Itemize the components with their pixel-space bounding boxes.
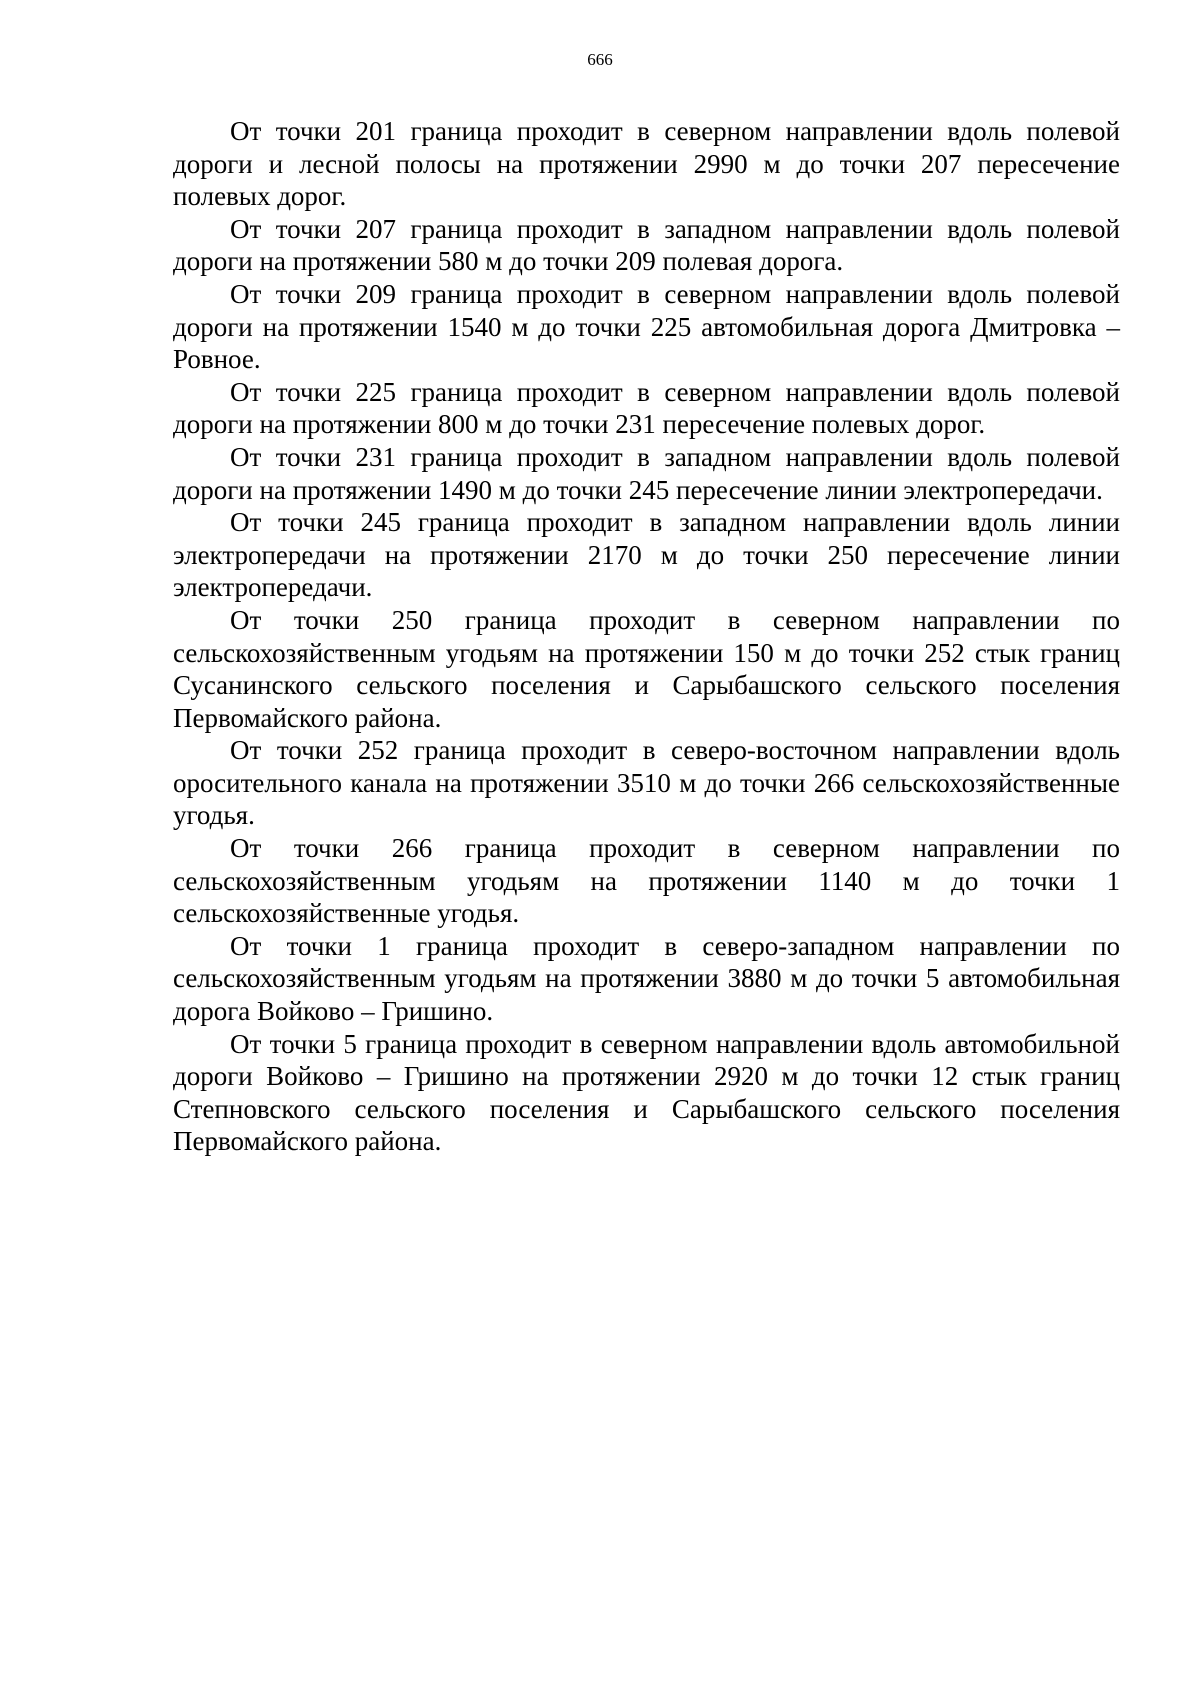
- paragraph-point-207: От точки 207 граница проходит в западном направлении вдоль полевой дороги на протяжении 580 м до точки 209 полевая дорога.: [173, 213, 1120, 277]
- paragraph-point-209: От точки 209 граница проходит в северном направлении вдоль полевой дороги на протяжении 1540 м до точки 225 автомобильная дорога Дмитровка – Ровное.: [173, 278, 1120, 375]
- page-number: 666: [587, 50, 613, 69]
- paragraph-point-231: От точки 231 граница проходит в западном направлении вдоль полевой дороги на протяжении 1490 м до точки 245 пересечение линии электропередачи.: [173, 441, 1120, 505]
- paragraph-point-252: От точки 252 граница проходит в северо-восточном направлении вдоль оросительного канала на протяжении 3510 м до точки 266 сельскохозяйственные угодья.: [173, 735, 1120, 831]
- paragraph-point-1: От точки 1 граница проходит в северо-западном направлении по сельскохозяйственным угодьям на протяжении 3880 м до точки 5 автомобильная дорога Войково – Гришино.: [173, 930, 1120, 1027]
- paragraph-point-225: От точки 225 граница проходит в северном направлении вдоль полевой дороги на протяжении 800 м до точки 231 пересечение полевых дорог.: [173, 376, 1120, 440]
- paragraph-point-245: От точки 245 граница проходит в западном направлении вдоль линии электропередачи на протяжении 2170 м до точки 250 пересечение линии электропередачи.: [173, 507, 1120, 603]
- paragraph-point-250: От точки 250 граница проходит в северном направлении по сельскохозяйственным угодьям на протяжении 150 м до точки 252 стык границ Сусанинского сельского поселения и Сарыбашского сельского поселения Первомайского района.: [173, 604, 1120, 733]
- paragraph-point-266: От точки 266 граница проходит в северном направлении по сельскохозяйственным угодьям на протяжении 1140 м до точки 1 сельскохозяйственные угодья.: [173, 833, 1120, 929]
- document-body: [173, 115, 1120, 1158]
- paragraph-point-5: От точки 5 граница проходит в северном направлении вдоль автомобильной дороги Войково – Гришино на протяжении 2920 м до точки 12 стык границ Степновского сельского поселения и Сарыбашского сельского поселения Первомайского района.: [173, 1028, 1120, 1157]
- paragraph-point-201: От точки 201 граница проходит в северном направлении вдоль полевой дороги и лесной полосы на протяжении 2990 м до точки 207 пересечение полевых дорог.: [173, 116, 1120, 212]
